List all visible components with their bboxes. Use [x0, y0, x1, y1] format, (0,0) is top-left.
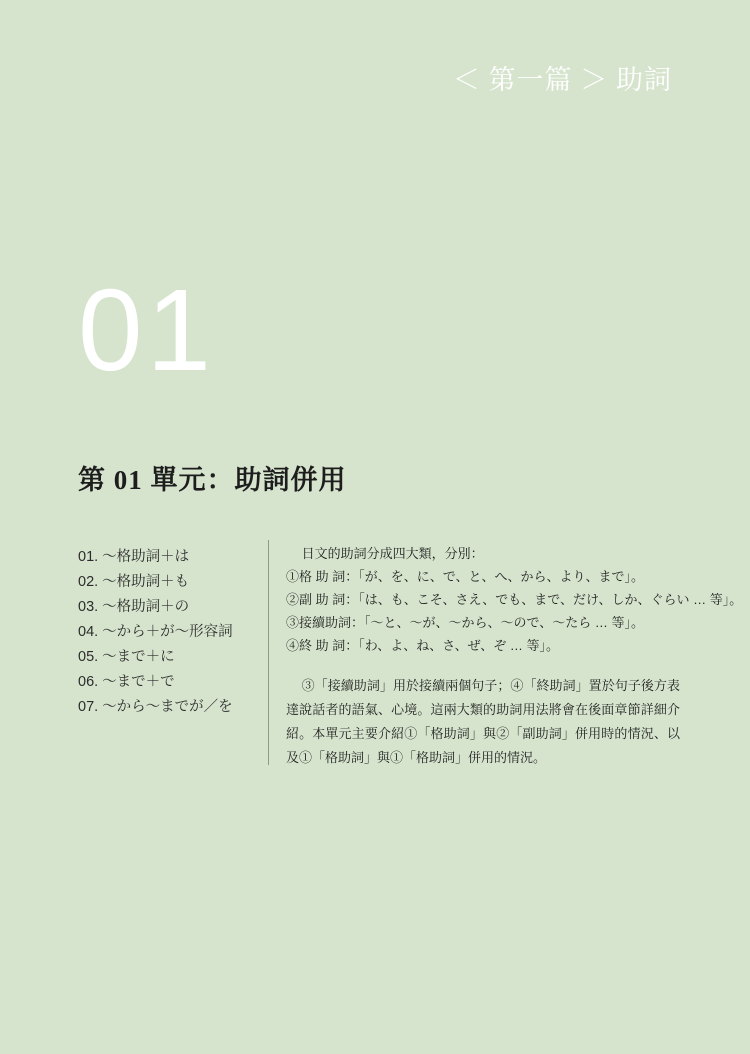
- list-item: 02. 〜格助詞＋も: [78, 574, 190, 590]
- page-title: 第 01 單元：助詞併用: [78, 465, 347, 495]
- section-header: ＜ 第一篇 ＞ 助詞: [452, 65, 672, 95]
- list-item: 07. 〜から〜までが／を: [78, 699, 233, 715]
- particle-type-line: ③接續助詞：「〜と、〜が、〜から、〜ので、〜たら … 等」。: [286, 615, 644, 630]
- list-item: 05. 〜まで＋に: [78, 649, 175, 665]
- particle-type-line: ④終 助 詞：「わ、よ、ね、さ、ぜ、ぞ … 等」。: [286, 638, 560, 653]
- vertical-divider: [268, 540, 269, 765]
- unit-contents-list: [78, 545, 258, 720]
- chapter-number: 01: [78, 265, 216, 395]
- body-paragraph: ③「接續助詞」用於接續兩個句子；④「終助詞」置於句子後方表達說話者的語氣、心境。這兩大類的助詞用法將會在後面章節詳細介紹。本單元主要介紹①「格助詞」與②「副助詞」併用時的情況、以及①「格助詞」與①「格助詞」併用的情況。: [286, 678, 680, 765]
- body-lead: 日文的助詞分成四大類，分別：: [301, 546, 484, 561]
- list-item: 01. 〜格助詞＋は: [78, 549, 190, 565]
- list-item: 06. 〜まで＋で: [78, 674, 175, 690]
- list-item: 04. 〜から＋が〜形容詞: [78, 624, 233, 640]
- list-item: 03. 〜格助詞＋の: [78, 599, 190, 615]
- particle-type-line: ①格 助 詞：「が、を、に、で、と、へ、から、より、まで」。: [286, 569, 644, 584]
- particle-type-line: ②副 助 詞：「は、も、こそ、さえ、でも、まで、だけ、しか、ぐらい … 等」。: [286, 592, 743, 607]
- body-text-column: [286, 542, 743, 770]
